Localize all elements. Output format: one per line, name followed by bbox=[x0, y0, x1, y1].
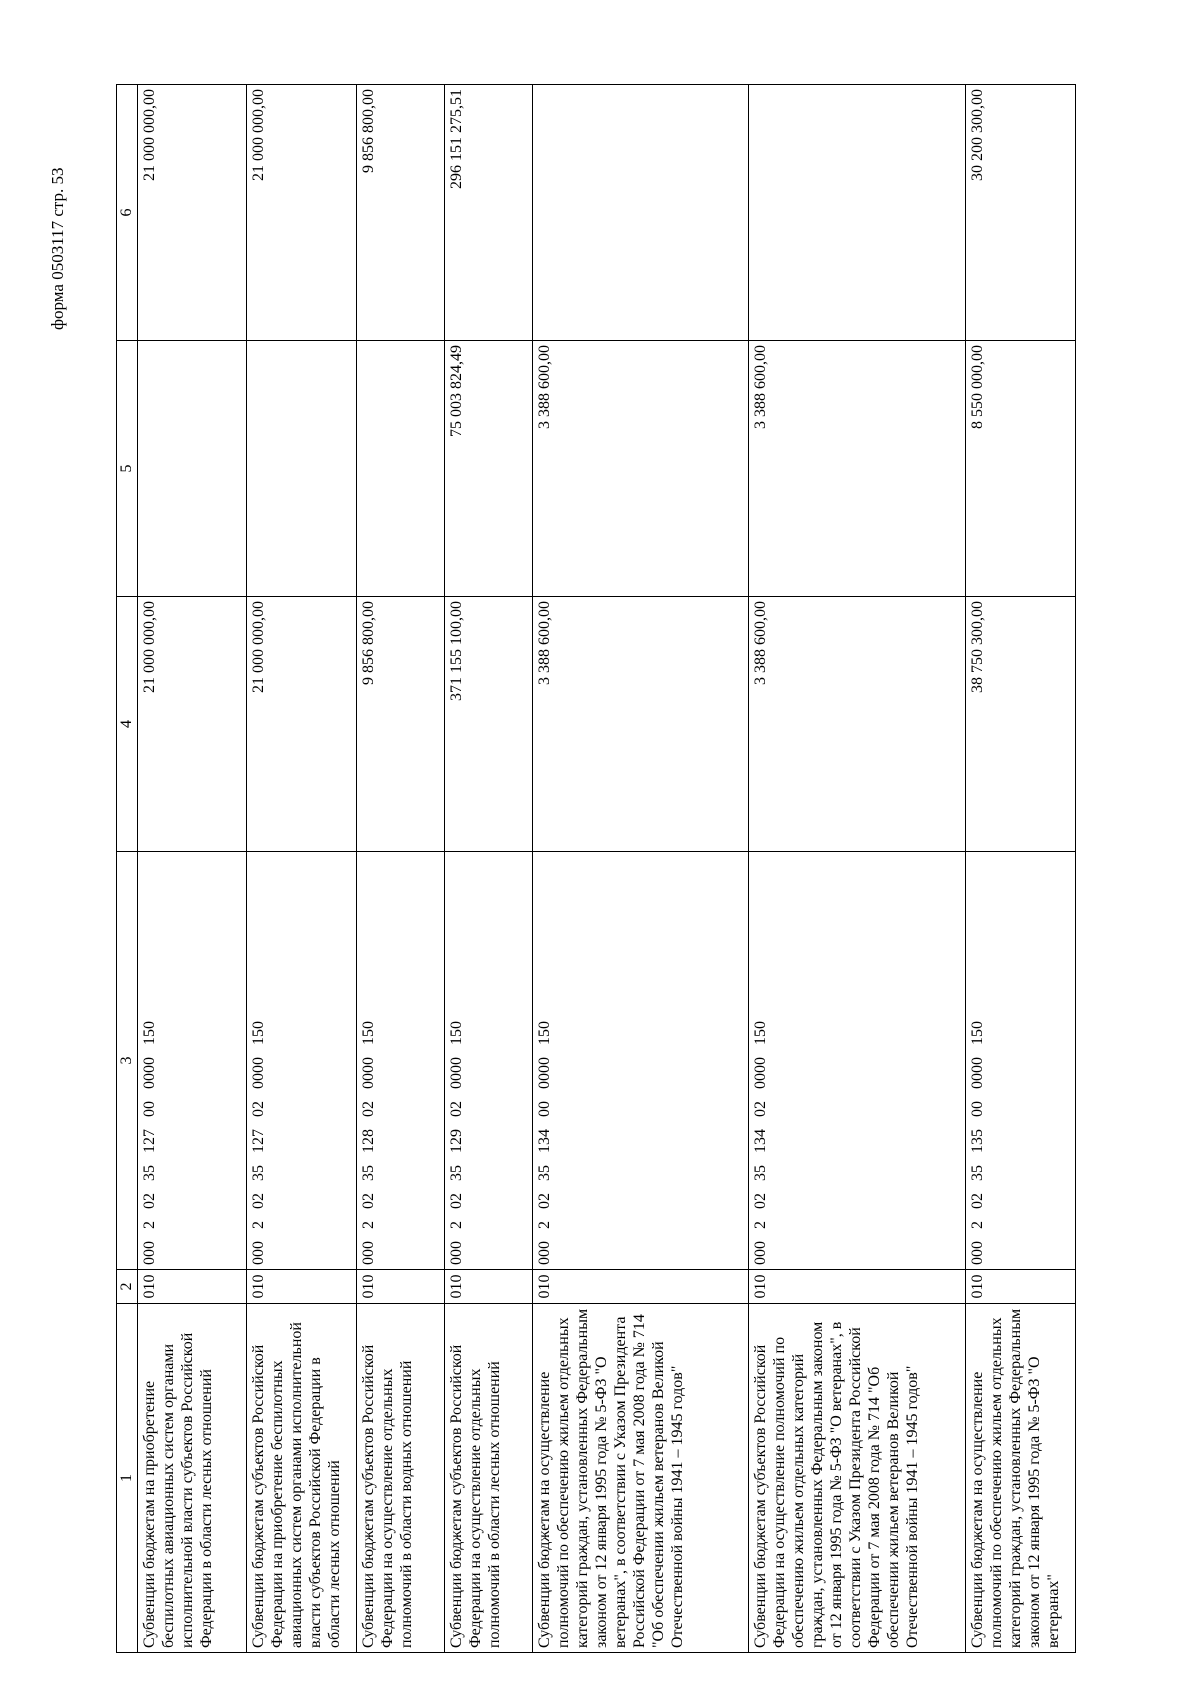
column-header-5: 5 bbox=[117, 341, 138, 597]
row-budget-code: 000 2 02 35 134 00 0000 150 bbox=[532, 852, 749, 1270]
table-row bbox=[246, 85, 356, 1653]
row-line-code: 010 bbox=[532, 1270, 749, 1304]
row-approved: 21 000 000,00 bbox=[246, 597, 356, 852]
row-executed bbox=[356, 341, 444, 597]
table-row bbox=[749, 85, 966, 1653]
row-executed bbox=[246, 341, 356, 597]
header-row bbox=[117, 85, 138, 1653]
row-description: Субвенции бюджетам субъектов Российской Федерации на осуществление полномочий по обеспечению жильем отдельных категорий граждан, установленных Федеральным законом от 12 января 1995 года № 5-ФЗ "О ветеранах", в соответствии с Указом Президента Российской Федерации от 7 мая 2008 года № 714 "Об обеспечении жильем ветеранов Великой Отечественной войны 1941 – 1945 годов" bbox=[749, 1304, 966, 1653]
row-description: Субвенции бюджетам субъектов Российской Федерации на осуществление отдельных полномочий в области водных отношений bbox=[356, 1304, 444, 1653]
row-unexecuted: 30 200 300,00 bbox=[966, 85, 1076, 341]
form-page-number: форма 0503117 стр. 53 bbox=[48, 167, 67, 330]
row-description: Субвенции бюджетам субъектов Российской Федерации на осуществление отдельных полномочий в области лесных отношений bbox=[444, 1304, 532, 1653]
row-budget-code: 000 2 02 35 127 00 0000 150 bbox=[138, 852, 247, 1270]
row-approved: 371 155 100,00 bbox=[444, 597, 532, 852]
row-executed: 3 388 600,00 bbox=[532, 341, 749, 597]
page-header bbox=[28, 40, 68, 330]
row-approved: 3 388 600,00 bbox=[749, 597, 966, 852]
row-description: Субвенции бюджетам на осуществление полномочий по обеспечению жильем отдельных категорий граждан, установленных Федеральным законом от 12 января 1995 года № 5-ФЗ "О ветеранах", в соответствии с Указом Президента Российской Федерации от 7 мая 2008 года № 714 "Об обеспечении жильем ветеранов Великой Отечественной войны 1941 – 1945 годов" bbox=[532, 1304, 749, 1653]
table-row bbox=[444, 85, 532, 1653]
row-approved: 38 750 300,00 bbox=[966, 597, 1076, 852]
row-executed bbox=[138, 341, 247, 597]
row-description: Субвенции бюджетам на осуществление полномочий по обеспечению жильем отдельных категорий граждан, установленных Федеральным законом от 12 января 1995 года № 5-ФЗ "О ветеранах" bbox=[966, 1304, 1076, 1653]
row-unexecuted: 21 000 000,00 bbox=[138, 85, 247, 341]
row-unexecuted bbox=[532, 85, 749, 341]
table-row bbox=[532, 85, 749, 1653]
row-line-code: 010 bbox=[356, 1270, 444, 1304]
row-line-code: 010 bbox=[966, 1270, 1076, 1304]
row-unexecuted: 21 000 000,00 bbox=[246, 85, 356, 341]
row-budget-code: 000 2 02 35 129 02 0000 150 bbox=[444, 852, 532, 1270]
table-row bbox=[138, 85, 247, 1653]
row-executed: 8 550 000,00 bbox=[966, 341, 1076, 597]
row-budget-code: 000 2 02 35 128 02 0000 150 bbox=[356, 852, 444, 1270]
row-line-code: 010 bbox=[246, 1270, 356, 1304]
row-line-code: 010 bbox=[444, 1270, 532, 1304]
column-header-2: 2 bbox=[117, 1270, 138, 1304]
row-budget-code: 000 2 02 35 127 02 0000 150 bbox=[246, 852, 356, 1270]
row-unexecuted: 296 151 275,51 bbox=[444, 85, 532, 341]
report-table bbox=[116, 84, 1076, 1653]
row-approved: 21 000 000,00 bbox=[138, 597, 247, 852]
row-approved: 3 388 600,00 bbox=[532, 597, 749, 852]
column-header-3: 3 bbox=[117, 852, 138, 1270]
row-description: Субвенции бюджетам субъектов Российской Федерации на приобретение беспилотных авиационных систем органами исполнительной власти субъектов Российской Федерации в области лесных отношений bbox=[246, 1304, 356, 1653]
row-budget-code: 000 2 02 35 134 02 0000 150 bbox=[749, 852, 966, 1270]
row-line-code: 010 bbox=[138, 1270, 247, 1304]
row-unexecuted: 9 856 800,00 bbox=[356, 85, 444, 341]
column-header-1: 1 bbox=[117, 1304, 138, 1653]
row-budget-code: 000 2 02 35 135 00 0000 150 bbox=[966, 852, 1076, 1270]
table-row bbox=[966, 85, 1076, 1653]
row-executed: 3 388 600,00 bbox=[749, 341, 966, 597]
row-unexecuted bbox=[749, 85, 966, 341]
table-container bbox=[116, 85, 1076, 1653]
table-row bbox=[356, 85, 444, 1653]
row-executed: 75 003 824,49 bbox=[444, 341, 532, 597]
row-approved: 9 856 800,00 bbox=[356, 597, 444, 852]
column-header-4: 4 bbox=[117, 597, 138, 852]
column-header-6: 6 bbox=[117, 85, 138, 341]
row-line-code: 010 bbox=[749, 1270, 966, 1304]
row-description: Субвенции бюджетам на приобретение беспилотных авиационных систем органами исполнительной власти субъектов Российской Федерации в области лесных отношений bbox=[138, 1304, 247, 1653]
